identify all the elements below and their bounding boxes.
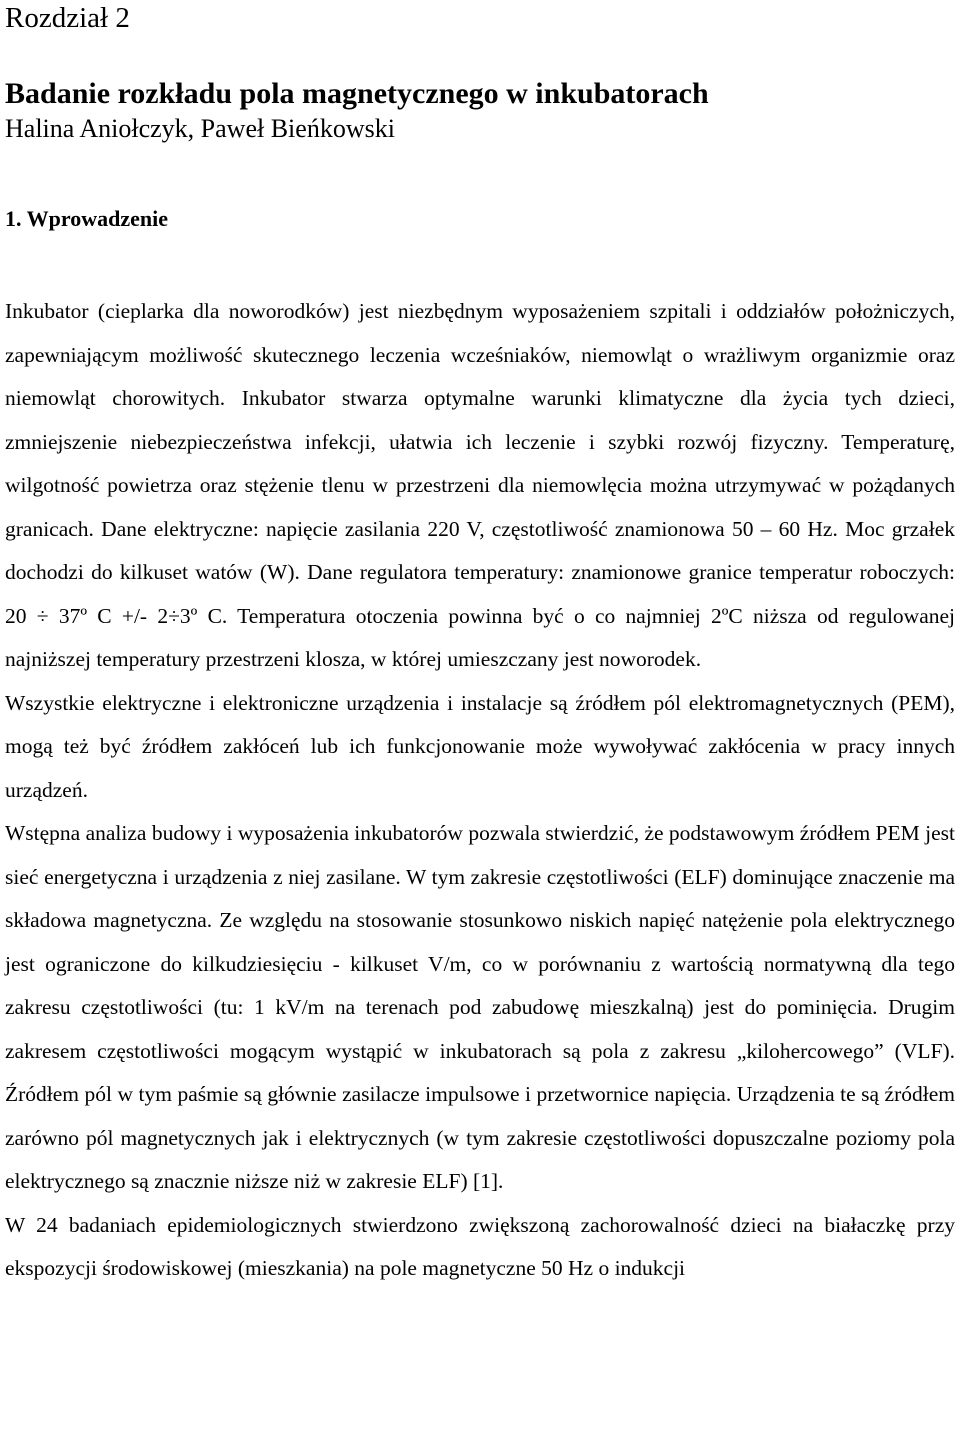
body-text — [5, 290, 955, 1291]
page-title: Badanie rozkładu pola magnetycznego w inkubatorach — [5, 77, 709, 110]
paragraph: Wszystkie elektryczne i elektroniczne urządzenia i instalacje są źródłem pól elektromagnetycznych (PEM), mogą też być źródłem zakłóceń lub ich funkcjonowanie może wywoływać zakłócenia w pracy innych urządzeń. — [5, 690, 955, 802]
paragraph: Wstępna analiza budowy i wyposażenia inkubatorów pozwala stwierdzić, że podstawowym źródłem PEM jest sieć energetyczna i urządzenia z niej zasilane. W tym zakresie częstotliwości (ELF) dominujące znaczenie ma składowa magnetyczna. Ze względu na stosowanie stosunkowo niskich napięć natężenie pola elektrycznego jest ograniczone do kilkudziesięciu - kilkuset V/m, co w porównaniu z wartością normatywną dla tego zakresu częstotliwości (tu: 1 kV/m na terenach pod zabudowę mieszkalną) jest do pominięcia. Drugim zakresem częstotliwości mogącym wystąpić w inkubatorach są pola z zakresu „kilohercowego” (VLF). Źródłem pól w tym paśmie są głównie zasilacze impulsowe i przetwornice napięcia. Urządzenia te są źródłem zarówno pól magnetycznych jak i elektrycznych (w tym zakresie częstotliwości dopuszczalne poziomy pola elektrycznego są znacznie niższe niż w zakresie ELF) [1]. — [5, 821, 955, 1193]
paragraph: Inkubator (cieplarka dla noworodków) jest niezbędnym wyposażeniem szpitali i oddziałów położniczych, zapewniającym możliwość skutecznego leczenia wcześniaków, niemowląt o wrażliwym organizmie oraz niemowląt chorowitych. Inkubator stwarza optymalne warunki klimatyczne dla życia tych dzieci, zmniejszenie niebezpieczeństwa infekcji, ułatwia ich leczenie i szybki rozwój fizyczny. Temperaturę, wilgotność powietrza oraz stężenie tlenu w przestrzeni dla niemowlęcia można utrzymywać w pożądanych granicach. Dane elektryczne: napięcie zasilania 220 V, częstotliwość znamionowa 50 – 60 Hz. Moc grzałek dochodzi do kilkuset watów (W). Dane regulatora temperatury: znamionowe granice temperatur roboczych: 20 ÷ 37º C +/- 2÷3º C. Temperatura otoczenia powinna być o co najmniej 2ºC niższa od regulowanej najniższej temperatury przestrzeni klosza, w której umieszczany jest noworodek. — [5, 299, 955, 671]
authors-line: Halina Aniołczyk, Paweł Bieńkowski — [5, 114, 395, 143]
chapter-label: Rozdział 2 — [5, 2, 130, 34]
section-heading: 1. Wprowadzenie — [5, 206, 168, 231]
paragraph: W 24 badaniach epidemiologicznych stwierdzono zwiększoną zachorowalność dzieci na białaczkę przy ekspozycji środowiskowej (mieszkania) na pole magnetyczne 50 Hz o indukcji — [5, 1212, 955, 1280]
